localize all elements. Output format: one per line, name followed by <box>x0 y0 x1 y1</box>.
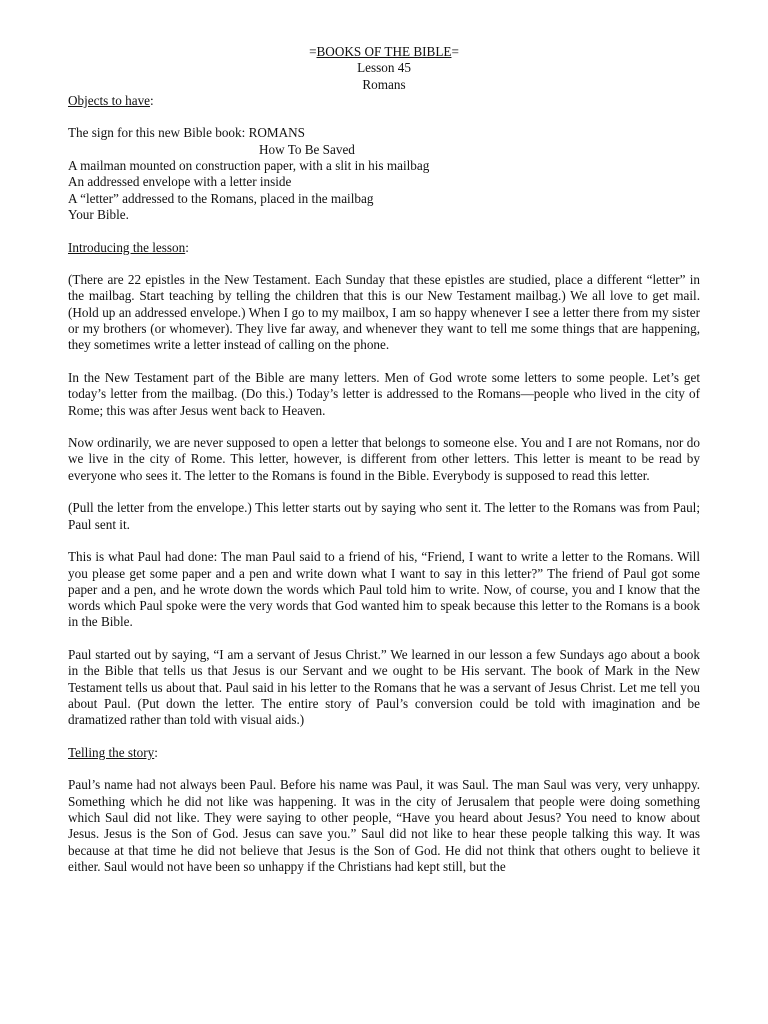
intro-paragraph: In the New Testament part of the Bible are many letters. Men of God wrote some letters to some people. Let’s get today’s letter from the mailbag. (Do this.) Today’s letter is addressed to the Romans—people who lived in the city of Rome; this was after Jesus went back to Heaven. <box>68 369 700 418</box>
intro-paragraph: (There are 22 epistles in the New Testament. Each Sunday that these epistles are studied, place a different “letter” in the mailbag. Start teaching by telling the children that this is our New Testament mailbag.) We all love to get mail. (Hold up an addressed envelope.) When I go to my mailbox, I am so happy whenever I see a letter there from my sister or my brothers (or whomever). They live far away, and whenever they want to tell me some things that are happening, they sometimes write a letter instead of calling on the phone. <box>68 272 700 353</box>
intro-paragraph: Now ordinarily, we are never supposed to open a letter that belongs to someone else. You and I are not Romans, nor do we live in the city of Rome. This letter, however, is different from other letters. This letter is meant to be read by everyone who sees it. The letter to the Romans is found in the Bible. Everybody is supposed to read this letter. <box>68 435 700 483</box>
spacer <box>68 354 700 370</box>
story-paragraph: Paul’s name had not always been Paul. Before his name was Paul, it was Saul. The man Saul was very, very unhappy. Something which he did not like was happening. It was in the city of Jerusalem that people were doing something which Saul did not like. They were saying to other people, “Have you heard about Jesus? You need to know about Jesus. Jesus is the Son of God. Jesus can save you.” Saul did not like to hear these people talking this way. It was because at that time he did not believe that Jesus is the Son of God. He did not think that others ought to believe it either. Saul would not have been so unhappy if the Christians had kept still, but the <box>68 777 700 874</box>
objects-heading: Objects to have <box>68 92 151 108</box>
spacer <box>68 256 700 272</box>
story-heading-colon: : <box>154 744 158 760</box>
intro-heading: Introducing the lesson <box>68 239 186 255</box>
object-item: A “letter” addressed to the Romans, placed in the mailbag <box>68 190 374 206</box>
spacer <box>68 728 700 744</box>
object-item: An addressed envelope with a letter inside <box>68 174 292 190</box>
object-item: Your Bible. <box>68 206 129 222</box>
object-item: A mailman mounted on construction paper, with a slit in his mailbag <box>68 158 430 174</box>
spacer <box>68 419 700 435</box>
spacer <box>68 223 700 239</box>
object-item-subtitle: How To Be Saved <box>259 141 355 157</box>
lesson-number: Lesson 45 <box>357 60 411 76</box>
spacer <box>68 631 700 647</box>
story-heading-line <box>68 745 700 761</box>
document-title-line <box>68 44 700 60</box>
intro-paragraph: (Pull the letter from the envelope.) This letter starts out by saying who sent it. The letter to the Romans was from Paul; Paul sent it. <box>68 500 700 532</box>
title-suffix: = <box>451 44 459 59</box>
document-title: BOOKS OF THE BIBLE <box>316 44 452 59</box>
spacer <box>68 484 700 500</box>
intro-heading-colon: : <box>185 239 189 255</box>
objects-heading-colon: : <box>150 92 154 108</box>
spacer <box>68 109 700 125</box>
story-heading: Telling the story <box>68 744 155 760</box>
spacer <box>68 533 700 549</box>
intro-heading-line <box>68 240 700 256</box>
book-name: Romans <box>362 76 406 92</box>
intro-paragraph: Paul started out by saying, “I am a servant of Jesus Christ.” We learned in our lesson a few Sundays ago about a book in the Bible that tells us that Jesus is our Servant and we ought to be His servant. The book of Mark in the New Testament tells us about that. Paul said in his letter to the Romans that he was a servant of Jesus Christ. Let me tell you about Paul. (Put down the letter. The entire story of Paul’s conversion could be told with imagination and be dramatized rather than told with visual aids.) <box>68 646 700 728</box>
objects-list <box>68 125 700 223</box>
objects-heading-line <box>68 93 700 109</box>
title-prefix: = <box>309 44 317 59</box>
object-item: The sign for this new Bible book: ROMANS <box>68 125 306 141</box>
intro-paragraph: This is what Paul had done: The man Paul said to a friend of his, “Friend, I want to write a letter to the Romans. Will you please get some paper and a pen and write down what I want to say in this letter?” The friend of Paul got some paper and a pen, and he wrote down the words which Paul told him to write. Now, of course, you and I know that the words which Paul spoke were the very words that God wanted him to speak because this letter to the Romans is a book in the Bible. <box>68 549 700 630</box>
spacer <box>68 761 700 777</box>
